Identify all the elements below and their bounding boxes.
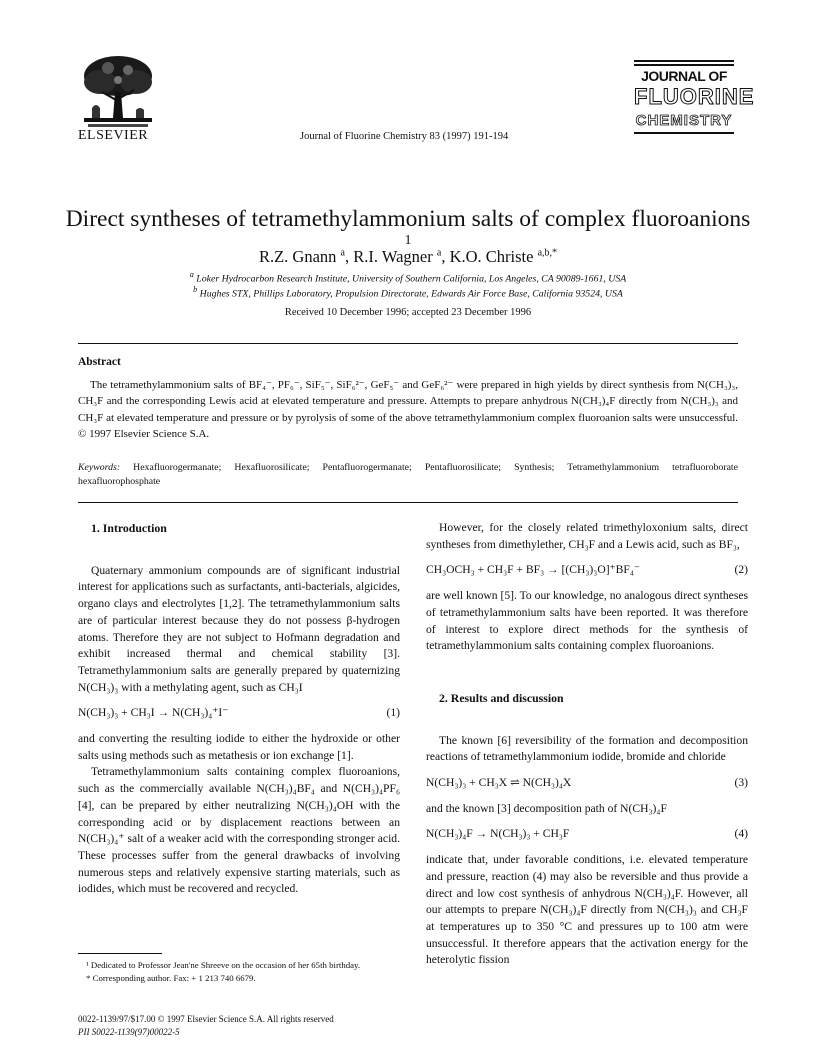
affiliation-mark: b [193,285,198,294]
paragraph: and converting the resulting iodide to either the hydroxide or other salts using methods such as metathesis or ion exchange [1]. [78,732,400,762]
abstract-body [78,377,738,442]
publisher-name: ELSEVIER [78,128,149,143]
keywords-text: Hexafluorogermanate; Hexafluorosilicate; Pentafluorogermanate; Pentafluorosilicate; Synthesis; Tetramethylammonium tetrafluoroborate hexafluorophosphate [78,462,738,487]
paragraph: The known [6] reversibility of the formation and decomposition reactions of tetramethylammonium iodide, bromide and chloride [426,733,748,764]
section-heading-introduction: 1. Introduction [91,521,167,535]
left-column [78,520,400,898]
section-heading-results: 2. Results and discussion [439,690,564,705]
keywords-label: Keywords: [78,462,121,473]
equation-4 [426,826,748,843]
author-name: R.Z. Gnann [258,247,337,266]
equation-number: (2) [734,563,748,577]
footnote-divider [78,953,162,954]
affiliation-text: Hughes STX, Phillips Laboratory, Propulsion Directorate, Edwards Air Force Base, California 93524, USA [199,288,623,300]
equation-number: (4) [734,827,748,841]
issn-block [78,1013,334,1039]
author-affiliation-mark: a [436,247,442,259]
article-title-text: Direct syntheses of tetramethylammonium salts of complex fluoroanions [65,206,751,232]
footnote: * Corresponding author. Fax: + 1 213 740 6679. [86,973,256,983]
author-list: R.Z. Gnann $^a$, R.I. Wagner $^a$, K.O. Christe $^{a,b,*}$ [258,247,558,266]
title-footnote-mark: 1 [404,233,412,249]
right-column [426,520,748,969]
elsevier-tree-icon [78,52,158,130]
author-name: K.O. Christe [449,247,534,266]
paragraph: indicate that, under favorable conditions, i.e. elevated temperature and pressure, reaction (4) may also be reversible and thus provide a direct and low cost synthesis of anhydrous N(CH₃)₄F. However, all our attempts to prepare N(CH₃)₄F directly from N(CH₃)₃ and CH₃F at temperatures up to 350 °C and pressures up to 100 atm were unsuccessful. It therefore appears that the activation energy for the heterolytic fission [426,853,748,967]
author-name: R.I. Wagner [353,247,433,266]
divider [78,343,738,344]
paragraph: Tetramethylammonium salts containing complex fluoroanions, such as the commercially available N(CH₃)₄BF₄ and N(CH₃)₄PF₆ [4], can be prepared by either neutralizing N(CH₃)₄OH with the corresponding acid or by displacement reactions between an N(CH₃)₄⁺ salt of a weaker acid with the corresponding stronger acid. These processes suffer from the general drawbacks of involving numerous steps and relatively expensive starting materials, such as iodides, which must be recovered and recycled. [78,765,400,896]
equation-3 [426,775,748,792]
equation-number: (1) [386,706,400,720]
equation-text: N(CH₃)₃ + CH₃X ⇌ N(CH₃)₄X [426,776,572,790]
affiliation-mark: a [189,270,194,279]
author-affiliation-mark: a [340,247,345,259]
affiliation-b [60,285,756,299]
footnote: ¹ Dedicated to Professor Jean'ne Shreeve on the occasion of her 65th birthday. [86,960,361,970]
equation-2 [426,562,748,579]
journal-citation: Journal of Fluorine Chemistry 83 (1997) 191-194 [300,131,509,142]
abstract-text: The tetramethylammonium salts of BF₄⁻, PF₆⁻, SiF₅⁻, SiF₆²⁻, GeF₅⁻ and GeF₆²⁻ were prepared in high yields by direct synthesis from N(CH₃)₃, CH₃F and the corresponding Lewis acid at elevated temperature and pressure. Attempts to prepare anhydrous N(CH₃)₄F directly from N(CH₃)₃ and CH₃F at elevated temperature and pressure or by pyrolysis of some of the above tetramethylammonium complex fluoroanion salts were unsuccessful. © 1997 Elsevier Science S.A. [78,379,738,440]
equation-text: CH₃OCH₃ + CH₃F + BF₃ → [(CH₃)₃O]⁺BF₄⁻ [426,563,641,577]
divider [78,502,738,503]
journal-logo-line2: FLUORINE [634,84,755,109]
journal-logo [634,60,755,140]
keywords [78,461,738,489]
footnotes [78,959,400,985]
page-header [0,0,816,170]
abstract-heading: Abstract [78,356,121,368]
affiliation-text: Loker Hydrocarbon Research Institute, University of Southern California, Los Angeles, CA 90089-1661, USA [196,273,627,285]
equation-1 [78,705,400,722]
paragraph: Quaternary ammonium compounds are of significant industrial interest for applications such as surfactants, anti-bacterials, algicides, organo clays and electrolytes [1,2]. The tetramethylammonium salts are of particular interest because they do not possess β-hydrogen atoms. Therefore they are not subject to Hofmann degradation and exhibit increased thermal and chemical stability [3]. Tetramethylammonium salts are generally prepared by quaternizing N(CH₃)₃ with a methylating agent, such as CH₃I [78,563,400,694]
received-dates: Received 10 December 1996; accepted 23 December 1996 [284,307,532,318]
equation-text: N(CH₃)₃ + CH₃I → N(CH₃)₄⁺I⁻ [78,706,229,720]
equation-text: N(CH₃)₄F → N(CH₃)₃ + CH₃F [426,827,570,841]
paragraph: and the known [3] decomposition path of N(CH₃)₄F [426,801,667,815]
affiliation-a [60,270,756,284]
issn-line: 0022-1139/97/$17.00 © 1997 Elsevier Science S.A. All rights reserved [78,1014,334,1024]
author-affiliation-mark: a,b,* [537,247,558,259]
journal-logo-line3: CHEMISTRY [635,112,733,129]
paragraph: are well known [5]. To our knowledge, no analogous direct syntheses of tetramethylammonium salts have been reported. It was therefore of interest to explore direct methods for the synthesis of tetramethylammonium salts containing complex fluoroanions. [426,589,748,653]
equation-number: (3) [734,776,748,790]
paragraph: However, for the closely related trimethyloxonium salts, direct syntheses from dimethylether, CH₃F and a Lewis acid, such as BF₃, [426,521,748,551]
pii-line: PII S0022-1139(97)00022-5 [78,1027,180,1037]
journal-logo-line1: JOURNAL OF [641,68,727,84]
